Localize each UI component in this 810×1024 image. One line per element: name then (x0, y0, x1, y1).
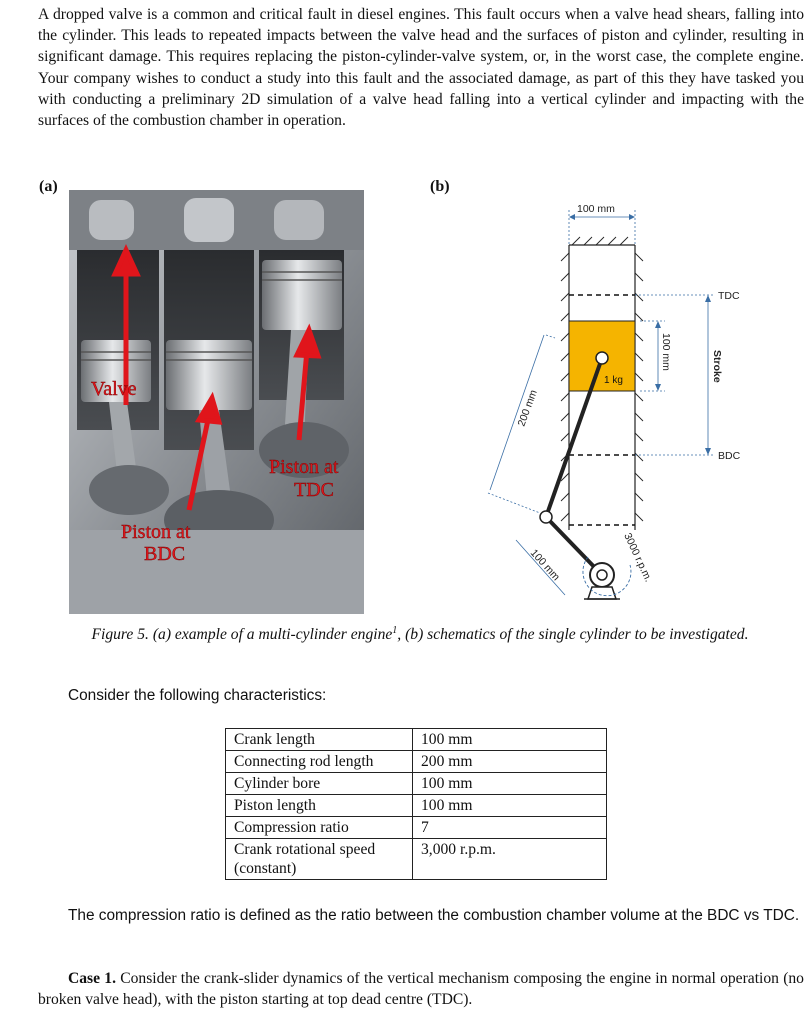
figure-caption (90, 620, 750, 645)
caption-footnote-ref: 1 (392, 625, 398, 636)
caption-rest: , (b) schematics of the single cylinder to be investigated. (397, 626, 749, 644)
caption-main: Figure 5. (a) example of a multi-cylinder engine (91, 626, 393, 644)
table-row (226, 773, 607, 795)
piston-bdc-label-2: BDC (144, 543, 186, 565)
figure-label-b: (b) (430, 178, 450, 195)
table-value: 7 (413, 817, 607, 839)
valve-label: Valve (91, 378, 137, 400)
case-1-label: Case 1. (68, 970, 116, 987)
bore-dimension: 100 mm (577, 203, 615, 215)
table-row (226, 751, 607, 773)
cylinder-schematic (480, 195, 770, 615)
case-1-text: Consider the crank-slider dynamics of the vertical mechanism composing the engine in normal operation (no broken valve head), with the piston starting at top dead centre (TDC). (38, 970, 804, 1008)
table-value: 100 mm (413, 795, 607, 817)
crank-length-label: 100 mm (527, 546, 563, 584)
figure-label-a: (a) (39, 178, 58, 195)
table-key: Crank length (226, 729, 413, 751)
tdc-label: TDC (718, 290, 740, 302)
consider-text: Consider the following characteristics: (68, 687, 327, 704)
table-row (226, 729, 607, 751)
bdc-label: BDC (718, 450, 741, 462)
table-row (226, 839, 607, 880)
compression-definition: The compression ratio is defined as the ratio between the combustion chamber volume at the BDC vs TDC. (68, 907, 800, 924)
piston-bdc-label-1: Piston at (121, 521, 191, 543)
engine-photo (69, 190, 364, 614)
table-value: 100 mm (413, 729, 607, 751)
stroke-label: Stroke (711, 350, 723, 383)
table-key: Compression ratio (226, 817, 413, 839)
table-value: 100 mm (413, 773, 607, 795)
piston-tdc-label-2: TDC (294, 479, 334, 501)
characteristics-table (225, 728, 607, 880)
piston-tdc-label-1: Piston at (269, 456, 339, 478)
table-value: 200 mm (413, 751, 607, 773)
table-key: Piston length (226, 795, 413, 817)
table-key: Crank rotational speed (constant) (226, 839, 413, 880)
rod-length-label: 200 mm (515, 388, 540, 429)
piston-length-label: 100 mm (660, 333, 672, 371)
table-row (226, 795, 607, 817)
table-key: Connecting rod length (226, 751, 413, 773)
table-key: Cylinder bore (226, 773, 413, 795)
case-1-paragraph (38, 968, 804, 1010)
table-row (226, 817, 607, 839)
speed-label: 3000 r.p.m. (621, 531, 655, 584)
intro-paragraph: A dropped valve is a common and critical fault in diesel engines. This fault occurs when a valve head shears, falling into the cylinder. This leads to repeated impacts between the valve head and the surfaces of piston and cylinder, resulting in significant damage. This requires replacing the piston-cylinder-valve system, or, in the worst case, the complete engine. Your company wishes to conduct a study into this fault and the associated damage, as part of this they have tasked you with conducting a preliminary 2D simulation of a valve head falling into a vertical cylinder and impacting with the surfaces of the combustion chamber in operation. (38, 6, 804, 130)
table-value: 3,000 r.p.m. (413, 839, 607, 880)
mass-label: 1 kg (604, 375, 623, 386)
